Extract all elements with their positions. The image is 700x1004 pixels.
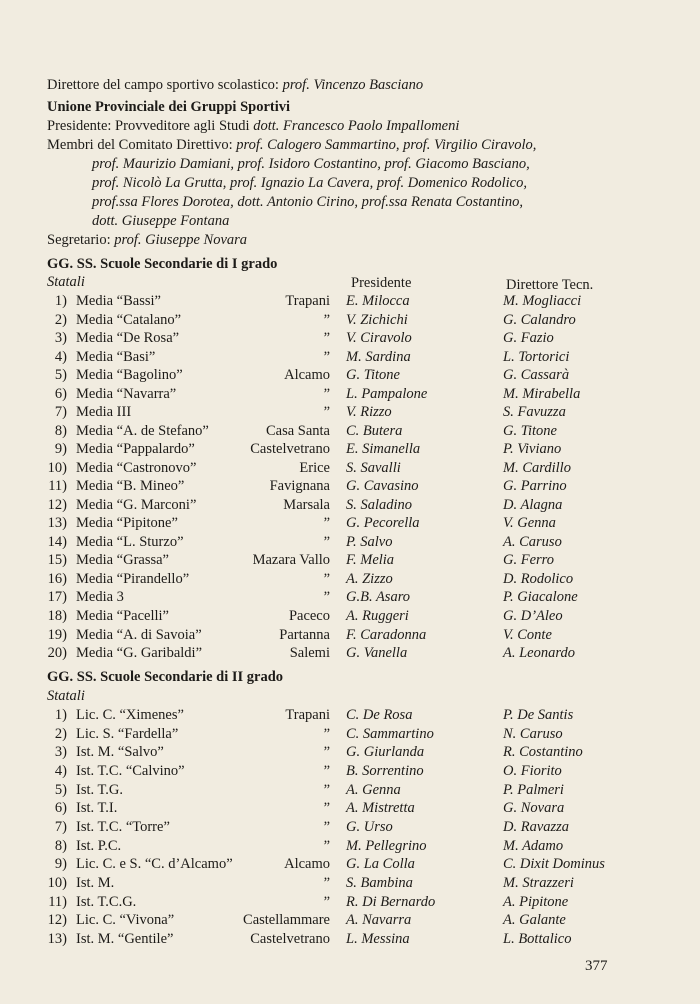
school-town: ”	[323, 515, 330, 532]
school-name: Media “G. Garibaldi”	[76, 645, 203, 662]
director-name: G. Calandro	[503, 311, 576, 328]
director-name: G. Parrino	[503, 478, 567, 495]
president-name: A. Ruggeri	[346, 608, 409, 624]
director-name: G. Titone	[503, 422, 557, 439]
school-town: ”	[323, 781, 330, 798]
president-name: B. Sorrentino	[346, 762, 424, 779]
school-town: ”	[323, 837, 330, 854]
school-town: ”	[323, 762, 330, 779]
school-town: ”	[323, 589, 330, 606]
school-name: Ist. T.I.	[76, 800, 118, 817]
school-town: Castellammare	[243, 912, 330, 929]
table-row	[0, 477, 700, 495]
president-name: G. La Colla	[346, 856, 415, 873]
table-row	[0, 725, 700, 743]
school-town: Salemi	[289, 645, 330, 662]
row-number: 10)	[47, 874, 67, 891]
director-name: G. Cassarà	[503, 367, 570, 384]
column-header-president: Presidente	[351, 275, 412, 291]
row-number: 11)	[48, 478, 67, 495]
school-town: Erice	[299, 459, 330, 476]
row-number: 6)	[54, 800, 67, 817]
school-name: Media “Pacelli”	[76, 608, 169, 624]
row-number: 2)	[54, 725, 67, 742]
table-row	[0, 706, 700, 724]
director-name: P. Palmeri	[503, 781, 564, 798]
president-name: G. Titone	[346, 367, 400, 384]
school-town: ”	[323, 404, 330, 421]
school-town: ”	[323, 818, 330, 835]
table-row	[0, 551, 700, 569]
president-name: A. Genna	[346, 781, 401, 798]
table-row	[0, 385, 700, 403]
director-name: G. Novara	[503, 800, 565, 817]
school-name: Ist. P.C.	[76, 837, 122, 854]
row-number: 12)	[47, 496, 67, 513]
director-name: M. Strazzeri	[503, 874, 574, 891]
president-name: G. Pecorella	[346, 515, 420, 532]
school-name: Ist. T.C. “Calvino”	[76, 762, 185, 779]
school-town: Mazara Vallo	[252, 552, 330, 569]
table-row	[0, 799, 700, 817]
row-number: 3)	[54, 330, 67, 347]
school-town: Alcamo	[284, 856, 330, 873]
president-name: V. Ciravolo	[346, 330, 412, 347]
school-town: ”	[323, 800, 330, 817]
president-name: M. Sardina	[346, 348, 411, 365]
school-name: Ist. M. “Salvo”	[76, 744, 164, 761]
committee-members: Membri del Comitato Direttivo: prof. Calogero Sammartino, prof. Virgilio Ciravolo,	[47, 137, 537, 153]
school-name: Lic. C. “Vivona”	[76, 912, 175, 929]
director-name: P. Giacalone	[503, 589, 578, 606]
president-name: C. Butera	[346, 422, 403, 439]
school-town: ”	[323, 874, 330, 891]
school-name: Ist. T.G.	[76, 781, 123, 798]
director-name: C. Dixit Dominus	[503, 856, 605, 873]
director-name: M. Mogliacci	[503, 293, 582, 309]
director-name: O. Fiorito	[503, 762, 562, 779]
school-name: Media “B. Mineo”	[76, 478, 185, 495]
row-number: 15)	[47, 552, 67, 569]
school-name: Media III	[76, 404, 132, 421]
section-heading-second-grade: GG. SS. Scuole Secondarie di II grado	[47, 669, 284, 685]
table-row	[0, 626, 700, 644]
president-name: S. Bambina	[346, 874, 413, 891]
table-row	[0, 496, 700, 514]
school-name: Media “Pipitone”	[76, 515, 178, 532]
president-name: P. Salvo	[346, 533, 393, 550]
school-name: Ist. M.	[76, 874, 115, 891]
row-number: 5)	[54, 367, 67, 384]
school-name: Media “G. Marconi”	[76, 496, 197, 513]
school-town: ”	[323, 893, 330, 910]
row-number: 10)	[47, 459, 67, 476]
school-name: Media “Castronovo”	[76, 459, 197, 476]
row-number: 14)	[47, 533, 67, 550]
director-name: G. Ferro	[503, 552, 555, 569]
table-row	[0, 762, 700, 780]
table-row	[0, 533, 700, 551]
director-name: D. Alagna	[503, 496, 563, 513]
school-town: ”	[323, 385, 330, 402]
president-name: F. Melia	[346, 552, 395, 569]
table-row	[0, 930, 700, 948]
union-president: Presidente: Provveditore agli Studi dott. Francesco Paolo Impallomeni	[47, 118, 460, 134]
president-name: C. Sammartino	[346, 725, 434, 742]
table-row	[0, 644, 700, 662]
row-number: 12)	[47, 912, 67, 929]
table-row	[0, 874, 700, 892]
school-town: Paceco	[288, 608, 330, 624]
president-name: L. Messina	[346, 930, 410, 947]
table-row	[0, 292, 700, 310]
row-number: 4)	[54, 348, 67, 365]
president-name: M. Pellegrino	[346, 837, 427, 854]
column-header-technical-director: Direttore Tecn.	[506, 277, 594, 293]
director-name: D. Ravazza	[503, 818, 570, 835]
school-name: Media “De Rosa”	[76, 330, 180, 347]
committee-members-line: prof. Nicolò La Grutta, prof. Ignazio La Cavera, prof. Domenico Rodolico,	[92, 175, 527, 191]
director-name: A. Pipitone	[503, 893, 569, 910]
school-name: Media “Pappalardo”	[76, 441, 195, 458]
school-town: Trapani	[285, 293, 330, 309]
table-row	[0, 588, 700, 606]
table-row	[0, 570, 700, 588]
school-town: Favignana	[269, 478, 330, 495]
president-name: G. Urso	[346, 818, 393, 835]
row-number: 1)	[54, 293, 67, 309]
table-row	[0, 855, 700, 873]
row-number: 7)	[54, 818, 67, 835]
school-name: Lic. C. “Ximenes”	[76, 707, 184, 723]
table-row	[0, 818, 700, 836]
school-town: ”	[323, 330, 330, 347]
table-row	[0, 911, 700, 929]
row-number: 2)	[54, 311, 67, 328]
school-town: Marsala	[283, 496, 330, 513]
table-row	[0, 422, 700, 440]
school-name: Media “A. de Stefano”	[76, 422, 209, 439]
table-row	[0, 440, 700, 458]
table-row	[0, 403, 700, 421]
row-number: 4)	[54, 762, 67, 779]
school-name: Media “Basi”	[76, 348, 156, 365]
president-name: G. Giurlanda	[346, 744, 425, 761]
president-name: R. Di Bernardo	[346, 893, 436, 910]
table-row	[0, 607, 700, 625]
page-number: 377	[585, 958, 608, 974]
president-name: S. Saladino	[346, 496, 413, 513]
director-name: D. Rodolico	[503, 570, 574, 587]
school-town: ”	[323, 311, 330, 328]
row-number: 9)	[54, 441, 67, 458]
school-name: Ist. T.C.G.	[76, 893, 137, 910]
school-name: Media 3	[76, 589, 124, 606]
school-name: Media “Pirandello”	[76, 570, 190, 587]
director-name: M. Adamo	[503, 837, 564, 854]
table-row	[0, 837, 700, 855]
president-name: G.B. Asaro	[346, 589, 411, 606]
table-row	[0, 366, 700, 384]
row-number: 8)	[54, 422, 67, 439]
director-name: A. Leonardo	[503, 645, 575, 662]
school-name: Media “Catalano”	[76, 311, 182, 328]
row-number: 18)	[47, 608, 67, 624]
table-row	[0, 329, 700, 347]
president-name: S. Savalli	[346, 459, 401, 476]
section-subheading-statali: Statali	[47, 274, 85, 290]
president-name: V. Rizzo	[346, 404, 392, 421]
row-number: 11)	[48, 893, 67, 910]
row-number: 5)	[54, 781, 67, 798]
president-name: A. Navarra	[346, 912, 412, 929]
school-name: Media “Bagolino”	[76, 367, 183, 384]
president-name: G. Vanella	[346, 645, 408, 662]
table-row	[0, 893, 700, 911]
school-name: Media “Bassi”	[76, 293, 161, 309]
director-name: A. Caruso	[503, 533, 562, 550]
president-name: F. Caradonna	[346, 626, 427, 643]
row-number: 13)	[47, 930, 67, 947]
school-town: Castelvetrano	[250, 930, 330, 947]
president-name: A. Zizzo	[346, 570, 393, 587]
school-town: Alcamo	[284, 367, 330, 384]
school-name: Lic. C. e S. “C. d’Alcamo”	[76, 856, 233, 873]
school-town: ”	[323, 725, 330, 742]
director-name: A. Galante	[503, 912, 566, 929]
row-number: 13)	[47, 515, 67, 532]
section-heading-first-grade: GG. SS. Scuole Secondarie di I grado	[47, 256, 278, 272]
director-name: G. D’Aleo	[503, 608, 563, 624]
school-town: ”	[323, 348, 330, 365]
secretary: Segretario: prof. Giuseppe Novara	[47, 232, 248, 248]
school-town: Castelvetrano	[250, 441, 330, 458]
row-number: 16)	[47, 570, 67, 587]
table-row	[0, 781, 700, 799]
committee-members-line: prof.ssa Flores Dorotea, dott. Antonio Cirino, prof.ssa Renata Costantino,	[92, 194, 523, 210]
director-name: G. Fazio	[503, 330, 554, 347]
president-name: E. Simanella	[346, 441, 421, 458]
president-name: V. Zichichi	[346, 311, 408, 328]
director-name: P. Viviano	[503, 441, 562, 458]
director-name: V. Conte	[503, 626, 552, 643]
school-town: Casa Santa	[265, 422, 330, 439]
row-number: 3)	[54, 744, 67, 761]
committee-members-line: prof. Maurizio Damiani, prof. Isidoro Costantino, prof. Giacomo Basciano,	[92, 156, 530, 172]
director-name: S. Favuzza	[503, 404, 566, 421]
president-name: L. Pampalone	[346, 385, 428, 402]
school-town: Trapani	[285, 707, 330, 723]
sports-field-director: Direttore del campo sportivo scolastico: prof. Vincenzo Basciano	[47, 77, 424, 93]
director-name: L. Bottalico	[503, 930, 572, 947]
school-name: Media “Grassa”	[76, 552, 169, 569]
director-name: L. Tortorici	[503, 348, 570, 365]
row-number: 7)	[54, 404, 67, 421]
school-name: Media “A. di Savoia”	[76, 626, 202, 643]
row-number: 9)	[54, 856, 67, 873]
director-name: M. Mirabella	[503, 385, 581, 402]
director-name: V. Genna	[503, 515, 556, 532]
school-name: Ist. T.C. “Torre”	[76, 818, 170, 835]
president-name: E. Milocca	[346, 293, 410, 309]
row-number: 6)	[54, 385, 67, 402]
president-name: C. De Rosa	[346, 707, 413, 723]
table-row	[0, 459, 700, 477]
president-name: G. Cavasino	[346, 478, 419, 495]
director-name: N. Caruso	[503, 725, 563, 742]
president-name: A. Mistretta	[346, 800, 415, 817]
table-row	[0, 348, 700, 366]
table-row	[0, 514, 700, 532]
school-name: Lic. S. “Fardella”	[76, 725, 179, 742]
union-heading: Unione Provinciale dei Gruppi Sportivi	[47, 99, 291, 115]
section-subheading-statali: Statali	[47, 688, 85, 704]
director-name: R. Costantino	[503, 744, 583, 761]
table-row	[0, 743, 700, 761]
table-row	[0, 311, 700, 329]
school-town: ”	[323, 533, 330, 550]
director-name: P. De Santis	[503, 707, 574, 723]
committee-members-line: dott. Giuseppe Fontana	[92, 213, 230, 229]
school-town: ”	[323, 744, 330, 761]
row-number: 17)	[47, 589, 67, 606]
school-name: Media “Navarra”	[76, 385, 177, 402]
row-number: 20)	[47, 645, 67, 662]
row-number: 8)	[54, 837, 67, 854]
school-name: Ist. M. “Gentile”	[76, 930, 174, 947]
school-name: Media “L. Sturzo”	[76, 533, 184, 550]
school-town: ”	[323, 570, 330, 587]
director-name: M. Cardillo	[503, 459, 571, 476]
school-town: Partanna	[279, 626, 330, 643]
row-number: 19)	[47, 626, 67, 643]
row-number: 1)	[54, 707, 67, 723]
